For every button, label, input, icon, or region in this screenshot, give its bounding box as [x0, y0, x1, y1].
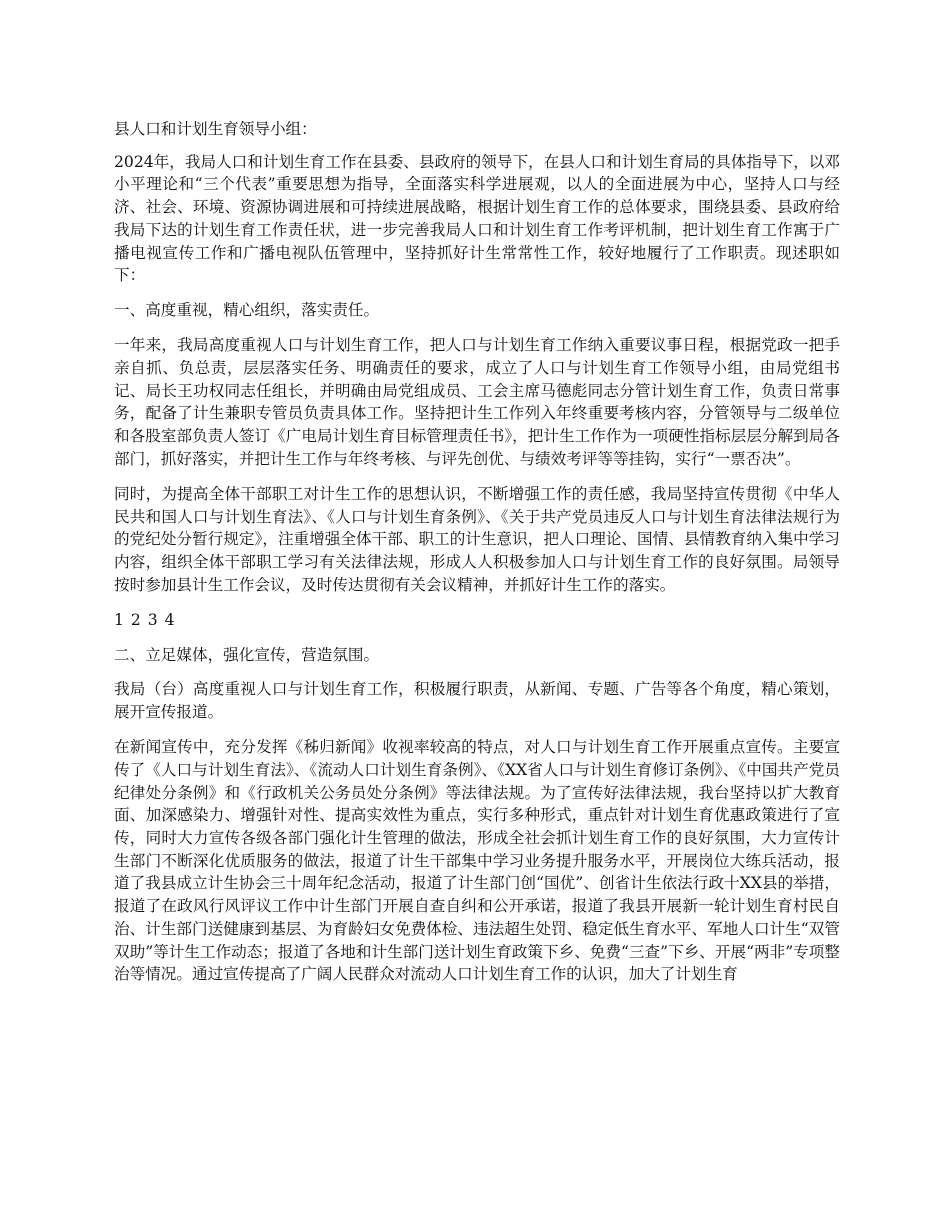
section-1-paragraph-2: 同时，为提高全体干部职工对计生工作的思想认识，不断增强工作的责任感，我局坚持宣传贯彻《中华人民共和国人口与计划生育法》、《人口与计划生育条例》、《关于共产党员违反人口与计划生育法律法规行为的党纪处分暂行规定》，注重增强全体干部、职工的计生意识，把人口理论、国情、县情教育纳入集中学习内容，组织全体干部职工学习有关法律法规，形成人人积极参加人口与计划生育工作的良好氛围。局领导按时参加县计生工作会议，及时传达贯彻有关会议精神，并抓好计生工作的落实。 — [114, 484, 840, 594]
section-2-paragraph-2: 在新闻宣传中，充分发挥《秭归新闻》收视率较高的特点，对人口与计划生育工作开展重点宣传。主要宣传了《人口与计划生育法》、《流动人口计划生育条例》、《XX省人口与计划生育修订条例》、《中国共产党员纪律处分条例》和《行政机关公务员处分条例》等法律法规。为了宣传好法律法规，我台坚持以扩大教育面、加深感染力、增强针对性、提高实效性为重点，实行多种形式，重点针对计划生育优惠政策进行了宣传，同时大力宣传各级各部门强化计生管理的做法，形成全社会抓计划生育工作的良好氛围，大力宣传计生部门不断深化优质服务的做法，报道了计生干部集中学习业务提升服务水平，开展岗位大练兵活动，报道了我县成立计生协会三十周年纪念活动，报道了计生部门创“国优”、创省计生依法行政十XX县的举措，报道了在政风行风评议工作中计生部门开展自查自纠和公开承诺，报道了我县开展新一轮计划生育村民自治、计生部门送健康到基层、为育龄妇女免费体检、违法超生处罚、稳定低生育水平、军地人口计生“双管双助”等计生工作动态；报道了各地和计生部门送计划生育政策下乡、免费“三查”下乡、开展“两非”专项整治等情况。通过宣传提高了广阔人民群众对流动人口计划生育工作的认识，加大了计划生育 — [114, 738, 840, 984]
section-2-heading: 二、立足媒体，强化宣传，营造氛围。 — [114, 645, 380, 664]
document-page — [114, 118, 840, 998]
section-1-paragraph-1: 一年来，我局高度重视人口与计划生育工作，把人口与计划生育工作纳入重要议事日程，根据党政一把手亲自抓、负总责，层层落实任务、明确责任的要求，成立了人口与计划生育工作领导小组，由局党组书记、局长王功权同志任组长，并明确由局党组成员、工会主席马德彪同志分管计划生育工作，负责日常事务，配备了计生兼职专管员负责具体工作。坚持把计生工作列入年终重要考核内容，分管领导与二级单位和各股室部负责人签订《广电局计划生育目标管理责任书》，把计生工作作为一项硬性指标层层分解到局各部门，抓好落实，并把计生工作与年终考核、与评先创优、与绩效考评等等挂钩，实行“一票否决”。 — [114, 336, 840, 468]
salutation: 县人口和计划生育领导小组： — [114, 120, 317, 138]
page-numbers: 1 2 3 4 — [114, 610, 176, 629]
section-1-heading: 一、高度重视，精心组织，落实责任。 — [114, 301, 380, 320]
section-2-paragraph-1: 我局（台）高度重视人口与计划生育工作，积极履行职责，从新闻、专题、广告等各个角度，精心策划，展开宣传报道。 — [114, 680, 840, 721]
intro-paragraph: 2024年，我局人口和计划生育工作在县委、县政府的领导下，在县人口和计划生育局的具体指导下，以邓小平理论和“三个代表”重要思想为指导，全面落实科学进展观，以人的全面进展为中心，坚持人口与经济、社会、环境、资源协调进展和可持续进展战略，根据计划生育工作的总体要求，围绕县委、县政府给我局下达的计划生育工作责任状，进一步完善我局人口和计划生育工作考评机制，把计划生育工作寓于广播电视宣传工作和广播电视队伍管理中，坚持抓好计生常常性工作，较好地履行了工作职责。现述职如下： — [114, 152, 840, 285]
